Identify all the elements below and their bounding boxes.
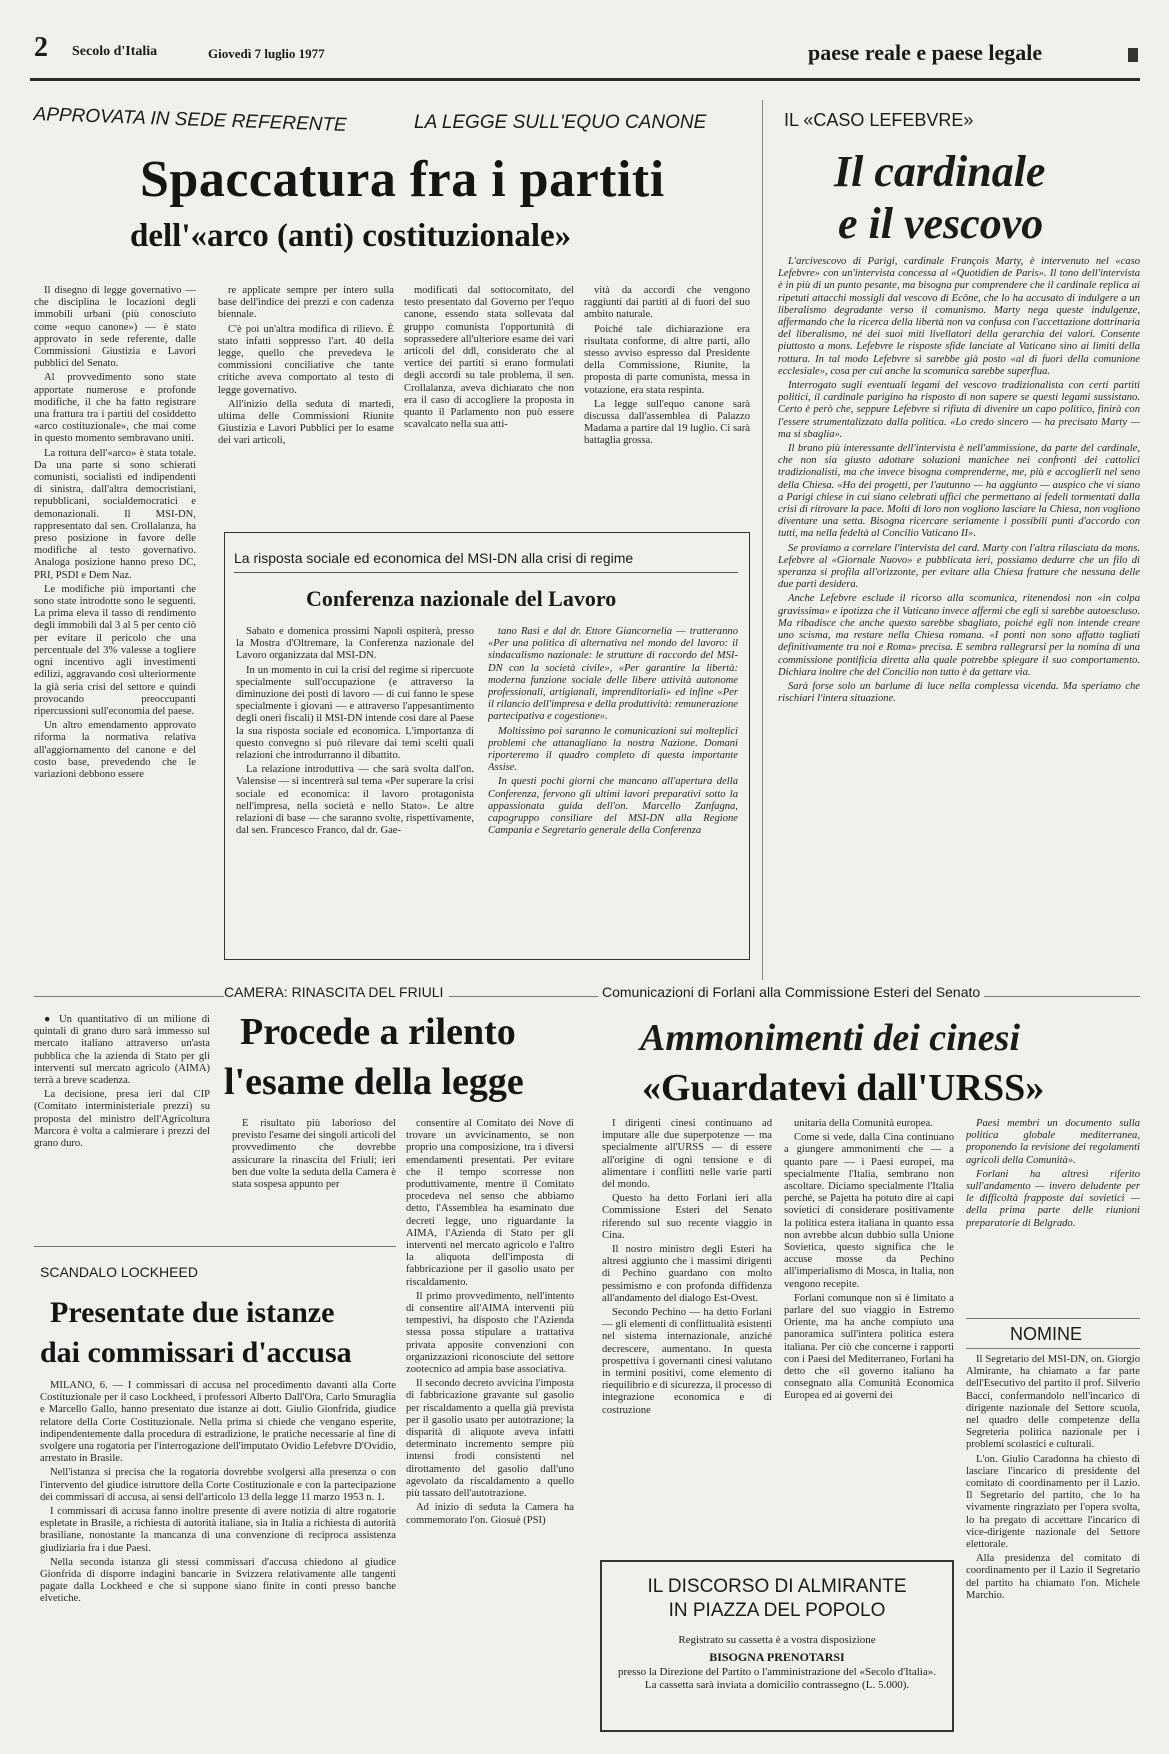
forlani-col-2 — [784, 1118, 954, 1550]
friuli-col-1 — [232, 1118, 396, 1248]
friuli-col-2-p4: Ad inizio di seduta la Camera ha commemorato l'on. Giosuè (PSI) — [406, 1502, 574, 1526]
conference-kicker-rule — [234, 572, 738, 573]
forlani-col-2-p2: Come si vede, dalla Cina continuano a giungere ammonimenti che — a quanto pare — i Paesi europei, ma specialmente l'Italia, sembrano non ascoltare. Diciamo specialmente l'Italia perché, se Pajetta ha potuto dire ai capi sovietici di considerare positivamente la politica estera italiana in quanto essa non avrebbe alcun dubbio sulla Unione Sovietica, questo significa che le accuse mosse da Pechino all'imperialismo di Mosca, in Italia, non vengono recepite. — [784, 1132, 954, 1290]
advert-body-2: presso la Direzione del Partito o l'amministrazione del «Secolo d'Italia». La cassetta sarà inviata a domicilio contrassegno (L. 5.000). — [618, 1666, 936, 1691]
main-col-2-p3: All'inizio della seduta di martedì, ultima delle Commissioni Riunite Giustizia e Lavori Pubblici per lo esame dei vari articoli, — [218, 398, 394, 447]
paper-name: Secolo d'Italia — [72, 44, 158, 59]
friuli-col-2-p3: Il secondo decreto avvicina l'imposta di fabbricazione gravante sul gasolio per riscaldamento a quella già prevista per il gasolio usato per autotrazione; la disparità di aliquote aveva infatti determinato incremento sempre più intensi frodi consistenti nel dirottamento del gasolio dall'uno agevolato da riscaldamento a quello più tassato dell'autotrazione. — [406, 1378, 574, 1500]
conference-col-1-p2: In un momento in cui la crisi del regime si ripercuote specialmente sull'occupazione (e attraverso la diminuzione dei posti di lavoro — di cui fanno le spese specialmente i giovani — e attraverso l'appesantimento degli oneri fiscali) il MSI-DN intende così dare al Paese la sua risposta sociale ed economica. L'importanza di questo convegno si può rilevare dai temi scelti quali relazioni che introdurranno il dibattito. — [236, 664, 474, 762]
issue-date: Giovedì 7 luglio 1977 — [208, 46, 325, 61]
forlani-col-1-p3: Il nostro ministro degli Esteri ha altresì aggiunto che i massimi dirigenti di Pechino guardano con molto pessimismo e con profonda diffidenza all'andamento del dialogo Est-Ovest. — [602, 1244, 772, 1304]
advert-line-2: IN PIAZZA DEL POPOLO — [668, 1600, 886, 1621]
main-col-4-p3: La legge sull'equo canone sarà discussa dall'assemblea di Palazzo Madama a partire dal 19 luglio. Ci sarà battaglia grossa. — [584, 398, 750, 447]
main-kicker-right: LA LEGGE SULL'EQUO CANONE — [414, 112, 707, 133]
page-number: 2 — [34, 32, 48, 63]
main-kicker-left: APPROVATA IN SEDE REFERENTE — [33, 104, 348, 136]
forlani-col-2-p3: Forlani comunque non si è limitato a parlare del suo viaggio in Estremo Oriente, ma ha anche compiuto una panoramica sull'intera politica estera italiana. Per ciò che concerne i rapporti con i Paesi del Mediterraneo, Forlani ha detto che «il governo italiano ha consegnato alla Comunità Economica Europea ed ai governi dei — [784, 1292, 954, 1402]
main-subtitle: dell'«arco (anti) costituzionale» — [130, 218, 572, 254]
friuli-col-2 — [406, 1118, 574, 1732]
main-col-1-p1: Il disegno di legge governativo — che disciplina le locazioni degli immobili urbani (più conosciuto come «equo canone») — è stato approvato in sede referente, dalle Commissioni Giustizia e Lavori pubblici del Senato. — [34, 285, 196, 370]
forlani-kicker: Comunicazioni di Forlani alla Commissione Esteri del Senato — [598, 984, 984, 1000]
main-col-3-p1: modificati dal sottocomitato, del testo presentato dal Governo per l'equo canone, essendo stata sollevata dal gruppo comunista l'opportunità di soprassedere all'ulteriore esame dei vari articoli del ddl, considerato che al vertice dei partiti si erano formulati degli accordi su tale problema, il sen. Crollalanza, aveva dichiarato che non era il caso di accogliere la proposta in quanto il Parlamento non può essere scavalcato nella sua atti- — [404, 285, 574, 431]
nomine-body — [966, 1354, 1140, 1734]
conference-kicker: La risposta sociale ed economica del MSI-DN alla crisi di regime — [234, 550, 634, 566]
section-marker-icon — [1128, 48, 1138, 62]
advert-body-1: Registrato su cassetta è a vostra disposizione — [678, 1634, 876, 1646]
grain-note — [34, 1014, 210, 1224]
main-col-2 — [218, 285, 394, 520]
forlani-col-3-p1: Paesi membri un documento sulla politica globale mediterranea, proponendo la revisione dei regolamenti agricoli della Comunità». — [966, 1118, 1140, 1166]
column-separator — [762, 100, 763, 980]
main-col-4 — [584, 285, 750, 520]
lockheed-title-2: dai commissari d'accusa — [40, 1336, 352, 1369]
conference-title: Conferenza nazionale del Lavoro — [306, 586, 617, 611]
lockheed-p3: I commissari di accusa fanno inoltre presente di avere notizia di altre rogatorie espletate in Brasile, a richiesta di autorità italiane, sia in Italia a richiesta di autorità brasiliane, nonostante la mancanza di una convenzione di reciproca assistenza giudiziaria fra i due Paesi. — [40, 1506, 396, 1554]
main-col-2-p2: C'è poi un'altra modifica di rilievo. È stato infatti soppresso l'art. 40 della legge, quello che prevedeva le commissioni conciliative che tante critiche aveva comportato al testo di legge governativo. — [218, 323, 394, 396]
nomine-p2: L'on. Giulio Caradonna ha chiesto di lasciare l'incarico di presidente del comitato di coordinamento per il Lazio. Il Segretario del partito, che lo ha vivamente ringraziato per l'opera svolta, lo ha pregato di accettare l'incarico di vice-dirigente nazionale del Settore elettorale. — [966, 1453, 1140, 1551]
bullet-icon: ● — [44, 1014, 59, 1025]
almirante-advert — [600, 1560, 954, 1732]
advert-line-1: IL DISCORSO DI ALMIRANTE — [647, 1576, 907, 1597]
main-col-4-p1: vità da accordi che vengono raggiunti dai partiti al di fuori del suo ambito naturale. — [584, 285, 750, 321]
forlani-col-1-p1: I dirigenti cinesi continuano ad imputare alle due superpotenze — ma specialmente all'URSS — di essere all'origine di ogni tensione e di alimentare i conflitti nelle varie parti del mondo. — [602, 1118, 772, 1191]
lefebvre-p1: L'arcivescovo di Parigi, cardinale François Marty, è intervenuto nel «caso Lefebvre» con un'intervista concessa al «Quotidien de Paris». Il tono dell'intervista è in più di un punto pesante, ma bisogna pur comprendere che il cardinale replica ai ripetuti attacchi mossigli dal vescovo di Ecône, che lo ha accusato di indulgere a un liberalismo degradante verso il comunismo. Marty nega queste indulgenze, affermando che la ricerca della libertà non va confusa con l'accettazione dottrinaria del liberalismo, né dei suoi miti livellatori della gerarchia dei valori. Consente piuttosto a mons. Lefebvre le risposte sfide lanciate al Vaticano sino ai limiti della rottura. In tal modo Lefebvre si sarebbe già posto «al di fuori della comunione ecclesiale», cosa per cui anche la scomunica sarebbe superflua. — [778, 256, 1140, 377]
main-col-1-p4: Le modifiche più importanti che sono state introdotte sono le seguenti. La prima eleva il tasso di rendimento degli immobili dal 3 al 5 per cento ciò per evitare il pericolo che una percentuale del 3% valesse a togliere ogni incentivo agli investimenti edilizi, aggravando così ulteriormente la già seria crisi del settore e quindi provocando preoccupanti ripercussioni sull'economia del paese. — [34, 583, 196, 717]
grain-note-p1-text: Un quantitativo di un milione di quintali di grano duro sarà immesso sul mercato italiano attraverso un'asta pubblica che la azienda di Stato per gli interventi sul mercato agricolo (AIMA) terrà a breve scadenza. — [34, 1014, 210, 1087]
lefebvre-p6: Sarà forse solo un barlume di luce nella complessa vicenda. Ma speriamo che rischiari l'intera situazione. — [778, 680, 1140, 705]
grain-note-p1 — [34, 1014, 210, 1087]
main-col-1 — [34, 285, 196, 985]
lockheed-title-1: Presentate due istanze — [50, 1296, 335, 1329]
main-col-2-p1: re applicate sempre per intero sulla base dell'indice dei prezzi e con cadenza biennale. — [218, 285, 394, 321]
forlani-col-1-p4: Secondo Pechino — ha detto Forlani — gli elementi di conflittualità esistenti nel sistema internazionale, anziché decrescere, aumentano. In questa prospettiva i governanti cinesi valutano in termini positivi, come elemento di riequilibrio e di sicurezza, il processo di integrazione economica e di costruzione — [602, 1307, 772, 1416]
lefebvre-title-2: e il vescovo — [838, 199, 1044, 248]
friuli-col-1-p1: È risultato più laborioso del previsto l'esame dei singoli articoli del provvedimento che dovrebbe assicurare la rinascita del Friuli; ieri ben due volte la seduta della Camera è stata sospesa appunto per — [232, 1118, 396, 1191]
forlani-col-3-p2: Forlani ha altresì riferito sull'andamento — invero deludente per le difficoltà frapposte dai sovietici — della prima parte delle riunioni preparatorie di Belgrado. — [966, 1168, 1140, 1229]
friuli-col-2-p2: Il primo provvedimento, nell'intento di consentire all'AIMA interventi più tempestivi, ha disposto che l'Azienda stessa possa stipulare a trattativa privata apposite convenzioni con organizzazioni riconosciute del settore zootecnico ad ampia base associativa. — [406, 1290, 574, 1376]
nomine-title-rule — [966, 1348, 1140, 1349]
friuli-kicker: CAMERA: RINASCITA DEL FRIULI — [224, 984, 449, 1000]
main-col-1-p3: La rottura dell'«arco» è stata totale. Da una parte si sono schierati comunisti, socialisti ed indipendenti di sinistra, dall'altra democristiani, repubblicani, socialdemocratici e demonazionali. Il MSI-DN, rappresentato dal sen. Crollalanza, ha preso posizione in favore delle modifiche al testo governativo. Analoga posizione hanno preso DC, PRI, PSDI e Dem Naz. — [34, 447, 196, 581]
friuli-col-2-p1: consentire al Comitato dei Nove di trovare un avvicinamento, se non proprio una composizione, tra i diversi emendamenti presentati. Per evitare che il tempo scorresse non produttivamente, mentre il Comitato procedeva nel senso che abbiamo detto, l'Assemblea ha esaminato due decreti legge, uno riguardante la AIMA, l'Azienda di Stato per gli interventi nel mercato agricolo e l'altro la aliquota dell'imposta di fabbricazione per il gasolio usato per riscaldamento. — [406, 1118, 574, 1288]
main-col-1-p5: Un altro emendamento approvato riforma la normativa relativa all'aggiornamento del canone e del costo base, prevedendo che le variazioni debbono essere — [34, 720, 196, 780]
forlani-title-2: «Guardatevi dall'URSS» — [642, 1067, 1045, 1109]
conference-col-2-p1: tano Rasi e dal dr. Ettore Giancornelia — tratteranno «Per una politica di alternativa nel mondo del lavoro: il sindacalismo nazionale: le strutture di raccordo del MSI-DN con la società civile», «Per garantire la libertà: moderna funzione sociale delle libere attività autonome professionali, artigianali, imprenditoriali» ed infine «Per il rilancio dell'impresa e della produttività: remunerazione partecipativa e cogestione». — [488, 626, 738, 723]
conference-col-2 — [488, 626, 738, 950]
nomine-p1: Il Segretario del MSI-DN, on. Giorgio Almirante, ha chiamato a far parte dell'Esecutivo del partito il prof. Silverio Bacci, confermandolo nell'incarico di dirigente nazionale del Settore scuola, nel quadro delle competenze della Segreteria politica nazionale per i problemi scolastici e culturali. — [966, 1354, 1140, 1451]
conference-col-2-p2: Moltissimo poi saranno le comunicazioni sui molteplici problemi che attanagliano la nostra Nazione. Domani riporteremo il quadro completo di questa importante Assise. — [488, 725, 738, 774]
masthead — [30, 30, 1140, 80]
conference-col-2-p3: In questi pochi giorni che mancano all'apertura della Conferenza, fervono gli ultimi lavori preparativi sotto la appassionata guida dell'on. Marcello Zanfagna, capogruppo consiliare del MSI-DN alla Regione Campania e Segretario generale della Conferenza — [488, 776, 738, 837]
main-col-4-p2: Poiché tale dichiarazione era risultata conforme, di altre parti, allo stesso avviso espresso dal Presidente della Commissione, Riunite, la proposta di parte comunista, messa in votazione, era stata respinta. — [584, 323, 750, 396]
forlani-col-3 — [966, 1118, 1140, 1318]
forlani-col-1-p2: Questo ha detto Forlani ieri alla Commissione Esteri del Senato riferendo sul suo recente viaggio in Cina. — [602, 1193, 772, 1241]
lockheed-kicker: SCANDALO LOCKHEED — [40, 1264, 198, 1280]
lefebvre-p4: Se proviamo a correlare l'intervista del card. Marty con l'altra rilasciata da mons. Lefebvre al «Giornale Nuovo» e pubblicata ieri, possiamo dedurre che un filo di speranza si profila all'orizzonte, per evitare alla Chiesa fratture che nessuna delle due parti desidera. — [778, 542, 1140, 591]
lefebvre-kicker: IL «CASO LEFEBVRE» — [784, 110, 974, 130]
conference-col-1 — [236, 626, 474, 950]
nomine-p3: Alla presidenza del comitato di coordinamento per il Lazio il Segretario del partito ha chiamato l'on. Michele Marchio. — [966, 1553, 1140, 1601]
forlani-title-1: Ammonimenti dei cinesi — [640, 1017, 1021, 1059]
conference-col-1-p3: La relazione introduttiva — che sarà svolta dall'on. Valensise — si incentrerà sul tema «Per superare la crisi sociale ed economica: il lavoro protagonista nell'impresa, nella società e nello Stato». Le altre relazioni di base — che saranno svolte, rispettivamente, dal sen. Francesco Franco, dal dr. Gae- — [236, 764, 474, 837]
masthead-rule — [30, 78, 1140, 81]
lockheed-p4: Nella seconda istanza gli stessi commissari d'accusa chiedono al giudice Gionfrida di disporre indagini bancarie in Svizzera relativamente alle tangenti pagate dalla Lockheed e che si suppone siano finite in conti presso banche elvetiche. — [40, 1556, 396, 1605]
main-col-1-p2: Al provvedimento sono state apportate numerose e profonde modifiche, il che ha fatto registrare una frattura tra i partiti del cosiddetto «arco costituzionale», che mai come in questo momento sembravano uniti. — [34, 372, 196, 445]
forlani-col-1 — [602, 1118, 772, 1550]
lefebvre-p2: Interrogato sugli eventuali legami del vescovo tradizionalista con certi partiti politici, il cardinale parigino ha risposto di non sapere se questi legami sussistano. Certo è però che, seppure Lefebvre si rifiuta di divenire un capo politico, finirà con l'essere strumentalizzato dalla politica. «Lo credo sincero — ha precisato Marty — ma si sbaglia». — [778, 380, 1140, 440]
lockheed-p2: Nell'istanza si precisa che la rogatoria dovrebbe svolgersi alla presenza o con l'intervento del giudice istruttore della Corte Costituzionale e con la partecipazione dei commissari di accusa, ai sensi dell'articolo 13 della legge 11 marzo 1953 n. 1. — [40, 1467, 396, 1503]
main-title: Spaccatura fra i partiti — [140, 151, 665, 208]
section-title: paese reale e paese legale — [808, 40, 1043, 65]
lockheed-top-rule — [34, 1246, 396, 1247]
lefebvre-p3: Il brano più interessante dell'intervista è nell'ammissione, da parte del cardinale, che non sia giusto adottare soluzioni manichee nei confronti dei cattolici tradizionalisti, ma che invece bisogna comprenderne, me, più e accoglierli nel seno della Chiesa. «Ho dei progetti, per l'autunno — ha aggiunto — auspico che vi siano a Parigi chiese in cui siano celebrati uffici che permettano ai fedeli tormentati dalla crisi di ritrovare la pace. Molti di loro non vogliono lasciare la Chiesa, non vogliono diventare una setta. Bisogna ricercare seriamente i possibili punti d'accordo con tutti, ma nella fedeltà al Concilio Vaticano II». — [778, 443, 1140, 540]
advert-emphasis: BISOGNA PRENOTARSI — [709, 1650, 845, 1664]
grain-note-p2: La decisione, presa ieri dal CIP (Comitato interministeriale prezzi) su proposta del ministro dell'Agricoltura Marcora è volta a calmierare i prezzi del grano duro. — [34, 1089, 210, 1150]
lefebvre-p5: Anche Lefebvre esclude il ricorso alla scomunica, ritenendosi non «in colpa gravissima» e ipotizza che il Vaticano invece affermi che egli si sarebbe autoescluso. Ma ribadisce che anche questo sarebbe sbagliato, poiché egli non intende creare uno scisma, ma restare nella Chiesa romana. «I ponti non sono affatto tagliati definitivamente tra noi e Roma» precisa. E sembra rallegrarsi per la nomina di una commissione pontificia diretta alla quale potrebbe spiegare il suo comportamento. Dichiara inoltre che del Concilio non tutto è da gettare via. — [778, 593, 1140, 678]
lockheed-body — [40, 1380, 396, 1730]
lefebvre-title-1: Il cardinale — [834, 147, 1046, 196]
forlani-col-2-p1: unitaria della Comunità europea. — [794, 1118, 933, 1129]
lefebvre-body — [778, 256, 1140, 972]
friuli-title-2: l'esame della legge — [224, 1061, 524, 1103]
friuli-title-1: Procede a rilento — [240, 1011, 516, 1053]
nomine-title: NOMINE — [1010, 1324, 1082, 1344]
nomine-top-rule — [966, 1318, 1140, 1319]
main-col-3 — [404, 285, 574, 520]
conference-col-1-p1: Sabato e domenica prossimi Napoli ospiterà, presso la Mostra d'Oltremare, la Conferenza nazionale del Lavoro organizzata dal MSI-DN. — [236, 626, 474, 662]
lockheed-p1: MILANO, 6. — I commissari di accusa nel procedimento davanti alla Corte Costituzionale per il caso Lockheed, i professori Alberto Dall'Ora, Carlo Smuraglia e Marcello Gallo, hanno presentato due istanze ai dott. Giulio Gionfrida, giudice relatore della Corte Costituzionale. Nella prima si chiede che vengano esperite, indipendentemente dalla procedura di estradizione, le pratiche necessarie al fine di svolgere una rogatoria per l'interrogazione dell'imputato Ovidio Lefebvre D'Ovidio, arrestato in Brasile. — [40, 1380, 396, 1465]
